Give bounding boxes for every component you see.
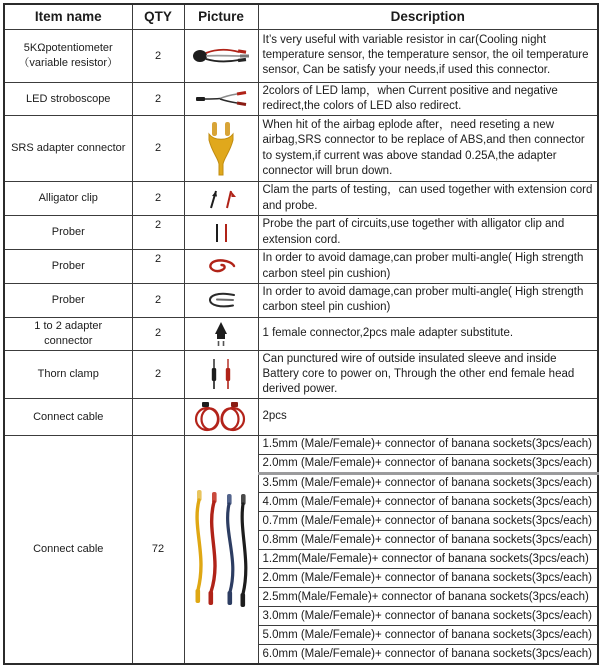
- item-name: Connect cable: [4, 399, 132, 436]
- item-name: Connect cable: [4, 436, 132, 664]
- cable-size-description: 0.7mm (Male/Female)+ connector of banana sockets(3pcs/each): [258, 512, 598, 531]
- cable-size-description: 2.0mm (Male/Female)+ connector of banana sockets(3pcs/each): [258, 569, 598, 588]
- item-description: Probe the part of circuits,use together with alligator clip and extension cord.: [258, 216, 598, 250]
- item-name: 5KΩpotentiometer（variable resistor）: [4, 29, 132, 82]
- cable-set-photo-icon: [189, 486, 253, 612]
- item-description: When hit of the airbag eplode after，need reseting a new airbag,SRS connector to be replace of ABS,and then connector to system,if current was above standad 0.25A,the adapter connector will brun down.: [258, 116, 598, 182]
- qty-value: 2: [132, 250, 184, 284]
- table-row: [4, 182, 598, 216]
- table-row: [4, 350, 598, 399]
- cable-size-description: 5.0mm (Male/Female)+ connector of banana sockets(3pcs/each): [258, 626, 598, 645]
- qty-value: 2: [132, 284, 184, 317]
- qty-value: [132, 399, 184, 436]
- qty-value: 2: [132, 116, 184, 182]
- item-name: LED stroboscope: [4, 82, 132, 115]
- one-to-two-adapter-photo-icon: [209, 320, 233, 348]
- cable-size-description: 3.5mm (Male/Female)+ connector of banana sockets(3pcs/each): [258, 474, 598, 493]
- header-row: [4, 4, 598, 29]
- table-row: [4, 436, 598, 455]
- table-row: [4, 116, 598, 182]
- coiled-cable-photo-icon: [191, 399, 251, 435]
- cable-size-description: 1.5mm (Male/Female)+ connector of banana sockets(3pcs/each): [258, 436, 598, 455]
- item-name: Prober: [4, 216, 132, 250]
- table-row: [4, 317, 598, 350]
- srs-adapter-photo-icon: [204, 119, 238, 179]
- qty-value: 2: [132, 350, 184, 399]
- item-name: Prober: [4, 284, 132, 317]
- item-description: Can punctured wire of outside insulated sleeve and inside Battery core to power on, Through the other end female head derived power.: [258, 350, 598, 399]
- item-name: Alligator clip: [4, 182, 132, 216]
- qty-value: 2: [132, 317, 184, 350]
- table-row: [4, 399, 598, 436]
- col-header-picture: Picture: [184, 4, 258, 29]
- qty-value: 2: [132, 182, 184, 216]
- item-description: Clam the parts of testing，can used together with extension cord and probe.: [258, 182, 598, 216]
- table-row: [4, 250, 598, 284]
- item-description: It’s very useful with variable resistor in car(Cooling night temperature sensor, the temperature sensor, the oil temperature sensor, Can be satisfy your needs,if used this connector.: [258, 29, 598, 82]
- qty-value: 2: [132, 82, 184, 115]
- item-description: 2pcs: [258, 399, 598, 436]
- product-spec-table: [3, 3, 599, 665]
- cable-size-description: 6.0mm (Male/Female)+ connector of banana sockets(3pcs/each): [258, 645, 598, 664]
- cable-size-description: 4.0mm (Male/Female)+ connector of banana sockets(3pcs/each): [258, 493, 598, 512]
- led-stroboscope-photo-icon: [193, 90, 249, 108]
- potentiometer-photo-icon: [190, 44, 252, 68]
- qty-value: 2: [132, 29, 184, 82]
- item-description: In order to avoid damage,can prober multi-angle( High strength carbon steel pin cushion): [258, 250, 598, 284]
- alligator-clip-photo-icon: [201, 187, 241, 211]
- qty-value: 2: [132, 216, 184, 250]
- qty-value: 72: [132, 436, 184, 664]
- cable-size-description: 0.8mm (Male/Female)+ connector of banana sockets(3pcs/each): [258, 531, 598, 550]
- item-name: 1 to 2 adapter connector: [4, 317, 132, 350]
- table-row: [4, 29, 598, 82]
- table-row: [4, 82, 598, 115]
- item-name: Prober: [4, 250, 132, 284]
- table-row: [4, 216, 598, 250]
- item-name: SRS adapter connector: [4, 116, 132, 182]
- prober-straight-photo-icon: [203, 221, 239, 245]
- thorn-clamp-photo-icon: [203, 357, 239, 391]
- table-row: [4, 284, 598, 317]
- prober-hook-red-photo-icon: [203, 257, 239, 277]
- col-header-description: Description: [258, 4, 598, 29]
- cable-size-description: 2.5mm(Male/Female)+ connector of banana sockets(3pcs/each): [258, 588, 598, 607]
- cable-size-description: 1.2mm(Male/Female)+ connector of banana sockets(3pcs/each): [258, 550, 598, 569]
- col-header-item-name: Item name: [4, 4, 132, 29]
- item-description: In order to avoid damage,can prober multi-angle( High strength carbon steel pin cushion): [258, 284, 598, 317]
- item-description: 1 female connector,2pcs male adapter substitute.: [258, 317, 598, 350]
- col-header-qty: QTY: [132, 4, 184, 29]
- cable-size-description: 3.0mm (Male/Female)+ connector of banana sockets(3pcs/each): [258, 607, 598, 626]
- cable-size-description: 2.0mm (Male/Female)+ connector of banana sockets(3pcs/each): [258, 455, 598, 474]
- item-name: Thorn clamp: [4, 350, 132, 399]
- item-description: 2colors of LED lamp，when Current positive and negative redirect,the colors of LED also redirect.: [258, 82, 598, 115]
- prober-hook-black-photo-icon: [203, 290, 239, 310]
